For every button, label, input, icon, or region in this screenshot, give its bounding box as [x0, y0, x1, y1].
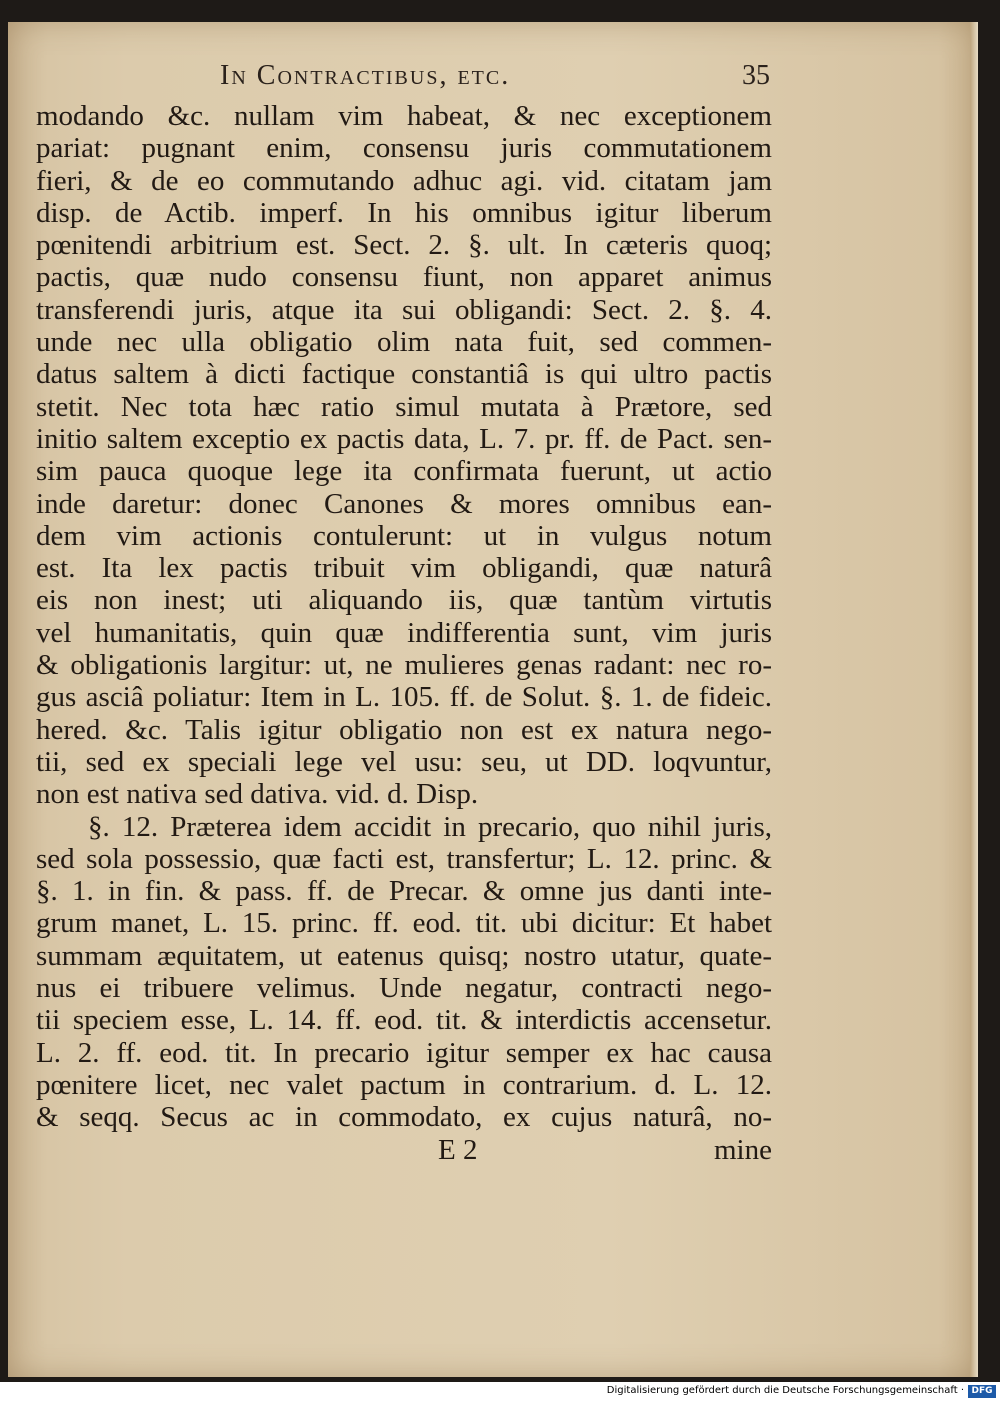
text-line: initio saltem exceptio ex pactis data, L. 7. pr. ff. de Pact. sen-: [36, 422, 772, 455]
dfg-logo: DFG: [968, 1385, 996, 1398]
funding-credit: Digitalisierung gefördert durch die Deutsche Forschungsgemeinschaft ·: [606, 1385, 964, 1396]
text-line: eis non inest; uti aliquando iis, quæ tantùm virtutis: [36, 584, 772, 617]
text-line: tii, sed ex speciali lege vel usu: seu, ut DD. loqvuntur,: [36, 745, 772, 778]
text-line: fieri, & de eo commutando adhuc agi. vid. citatam jam: [36, 164, 772, 197]
text-line: pactis, quæ nudo consensu fiunt, non apparet animus: [36, 261, 772, 294]
text-line: transferendi juris, atque ita sui obligandi: Sect. 2. §. 4.: [36, 293, 772, 326]
text-line: tii speciem esse, L. 14. ff. eod. tit. & interdictis accensetur.: [36, 1004, 772, 1037]
running-head: In Contractibus, etc.: [220, 60, 511, 91]
text-line: pœnitendi arbitrium est. Sect. 2. §. ult. In cæteris quoq;: [36, 229, 772, 262]
text-line: §. 1. in fin. & pass. ff. de Precar. & omne jus danti inte-: [36, 875, 772, 908]
text-line: hered. &c. Talis igitur obligatio non est ex natura nego-: [36, 713, 772, 746]
text-line: grum manet, L. 15. princ. ff. eod. tit. ubi dicitur: Et habet: [36, 907, 772, 940]
text-line: vel humanitatis, quin quæ indifferentia sunt, vim juris: [36, 616, 772, 649]
text-line: stetit. Nec tota hæc ratio simul mutata à Prætore, sed: [36, 390, 772, 423]
page-header: [220, 60, 770, 100]
text-line: pœnitere licet, nec valet pactum in contrarium. d. L. 12.: [36, 1068, 772, 1101]
text-line: gus asciâ poliatur: Item in L. 105. ff. de Solut. §. 1. de fideic.: [36, 681, 772, 714]
text-line: sed sola possessio, quæ facti est, transfertur; L. 12. princ. &: [36, 842, 772, 875]
text-line: datus saltem à dicti factique constantiâ is qui ultro pactis: [36, 358, 772, 391]
page-edge: [970, 22, 978, 1377]
text-line: disp. de Actib. imperf. In his omnibus igitur liberum: [36, 196, 772, 229]
page-number: 35: [742, 60, 770, 91]
text-line: pariat: pugnant enim, consensu juris commutationem: [36, 132, 772, 165]
text-line: nus ei tribuere velimus. Unde negatur, contracti nego-: [36, 972, 772, 1005]
text-line: summam æquitatem, ut eatenus quisq; nostro utatur, quate-: [36, 939, 772, 972]
body-text: [36, 100, 772, 1134]
text-line: est. Ita lex pactis tribuit vim obligandi, quæ naturâ: [36, 552, 772, 585]
text-line: dem vim actionis contulerunt: ut in vulgus notum: [36, 519, 772, 552]
catchword: mine: [714, 1134, 772, 1166]
text-line: unde nec ulla obligatio olim nata fuit, sed commen-: [36, 326, 772, 359]
text-line: non est nativa sed dativa. vid. d. Disp.: [36, 778, 479, 811]
text-line: & obligationis largitur: ut, ne mulieres genas radant: nec ro-: [36, 649, 772, 682]
credit-bar: [0, 1382, 1000, 1402]
text-line: modando &c. nullam vim habeat, & nec exceptionem: [36, 100, 772, 132]
section-line: §. 12. Præterea idem accidit in precario, quo nihil juris,: [88, 810, 772, 843]
text-line: & seqq. Secus ac in commodato, ex cujus naturâ, no-: [36, 1101, 772, 1134]
signature-mark: E 2: [438, 1134, 478, 1166]
page-footer: [36, 1134, 772, 1170]
text-line: sim pauca quoque lege ita confirmata fuerunt, ut actio: [36, 455, 772, 488]
text-line: L. 2. ff. eod. tit. In precario igitur semper ex hac causa: [36, 1036, 772, 1069]
text-line: inde daretur: donec Canones & mores omnibus ean-: [36, 487, 772, 520]
